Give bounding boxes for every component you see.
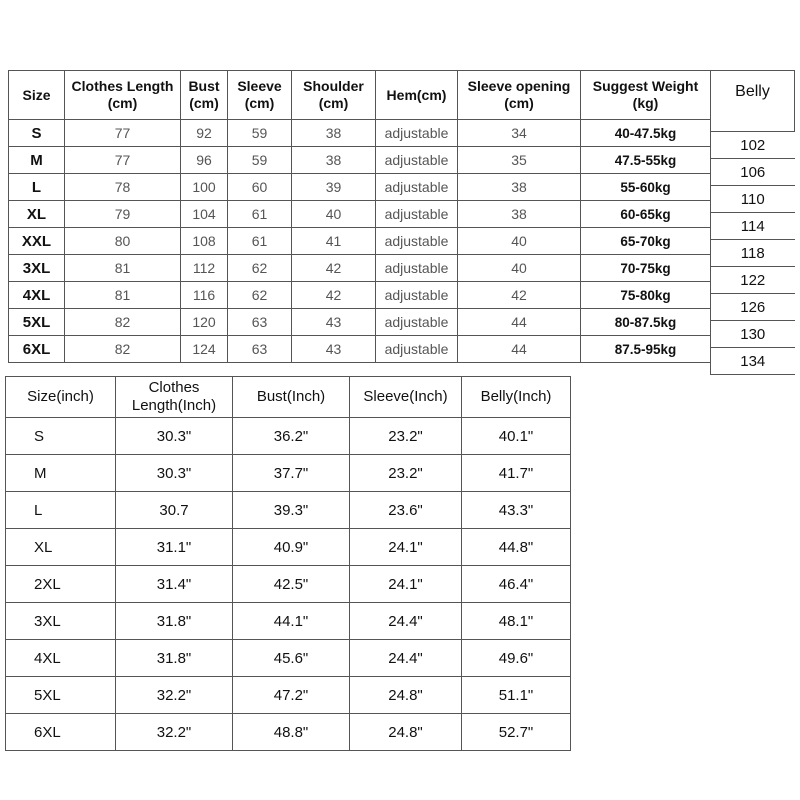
table-row [711, 132, 795, 159]
cm-table-body [9, 120, 711, 363]
cm-cell-sleeve-opening: 42 [458, 282, 581, 309]
table-row [6, 529, 571, 566]
belly-cell: 118 [711, 240, 795, 267]
cm-cell-sleeve-opening: 44 [458, 309, 581, 336]
cm-cell-size: 4XL [9, 282, 65, 309]
cm-cell-clothes-length: 77 [65, 147, 181, 174]
cm-cell-sleeve-opening: 44 [458, 336, 581, 363]
cm-cell-shoulder: 38 [292, 147, 376, 174]
cm-header-sleeve-opening: Sleeve opening (cm) [458, 71, 581, 120]
cm-cell-sleeve-opening: 38 [458, 174, 581, 201]
cm-cell-sleeve-opening: 38 [458, 201, 581, 228]
table-row [6, 492, 571, 529]
belly-cell: 122 [711, 267, 795, 294]
table-row [9, 255, 711, 282]
table-row [711, 240, 795, 267]
inch-cell-bust: 42.5" [233, 566, 350, 603]
inch-cell-size: 6XL [6, 714, 116, 751]
cm-cell-size: XL [9, 201, 65, 228]
cm-cell-hem: adjustable [376, 282, 458, 309]
inch-cell-sleeve: 24.8" [350, 714, 462, 751]
cm-cell-suggest-weight: 87.5-95kg [581, 336, 711, 363]
belly-cell: 102 [711, 132, 795, 159]
cm-cell-size: 3XL [9, 255, 65, 282]
inch-cell-size: XL [6, 529, 116, 566]
inch-cell-size: S [6, 418, 116, 455]
cm-cell-suggest-weight: 60-65kg [581, 201, 711, 228]
inch-header-clothes-length: Clothes Length(Inch) [116, 377, 233, 418]
cm-header-sleeve: Sleeve (cm) [228, 71, 292, 120]
inch-table-body [6, 418, 571, 751]
cm-cell-size: 5XL [9, 309, 65, 336]
cm-header-clothes-length: Clothes Length (cm) [65, 71, 181, 120]
table-row [6, 640, 571, 677]
cm-cell-sleeve-opening: 34 [458, 120, 581, 147]
inch-cell-size: 2XL [6, 566, 116, 603]
inch-cell-bust: 48.8" [233, 714, 350, 751]
cm-cell-bust: 92 [181, 120, 228, 147]
table-row [9, 228, 711, 255]
inch-cell-clothes-length: 31.8" [116, 603, 233, 640]
table-row [6, 418, 571, 455]
inch-header-size: Size(inch) [6, 377, 116, 418]
cm-cell-sleeve: 60 [228, 174, 292, 201]
inch-header-bust: Bust(Inch) [233, 377, 350, 418]
cm-cell-size: 6XL [9, 336, 65, 363]
cm-cell-shoulder: 41 [292, 228, 376, 255]
cm-cell-clothes-length: 80 [65, 228, 181, 255]
cm-cell-sleeve: 61 [228, 201, 292, 228]
cm-cell-sleeve-opening: 35 [458, 147, 581, 174]
inch-cell-bust: 39.3" [233, 492, 350, 529]
belly-cell: 106 [711, 159, 795, 186]
table-row [9, 282, 711, 309]
inch-cell-sleeve: 24.1" [350, 566, 462, 603]
inch-cell-sleeve: 24.4" [350, 640, 462, 677]
cm-cell-bust: 108 [181, 228, 228, 255]
inch-cell-size: L [6, 492, 116, 529]
inch-cell-bust: 40.9" [233, 529, 350, 566]
table-row [711, 213, 795, 240]
inch-cell-clothes-length: 30.3" [116, 418, 233, 455]
cm-cell-suggest-weight: 47.5-55kg [581, 147, 711, 174]
cm-cell-sleeve: 59 [228, 120, 292, 147]
cm-cell-size: M [9, 147, 65, 174]
table-row [9, 147, 711, 174]
inch-cell-bust: 37.7" [233, 455, 350, 492]
inch-cell-sleeve: 23.2" [350, 455, 462, 492]
inch-cell-belly: 46.4" [462, 566, 571, 603]
cm-cell-clothes-length: 77 [65, 120, 181, 147]
cm-cell-hem: adjustable [376, 147, 458, 174]
cm-cell-clothes-length: 81 [65, 282, 181, 309]
cm-cell-suggest-weight: 80-87.5kg [581, 309, 711, 336]
cm-cell-clothes-length: 82 [65, 336, 181, 363]
table-row [9, 201, 711, 228]
cm-cell-clothes-length: 82 [65, 309, 181, 336]
table-row [9, 174, 711, 201]
cm-cell-suggest-weight: 70-75kg [581, 255, 711, 282]
cm-cell-sleeve-opening: 40 [458, 255, 581, 282]
inch-cell-sleeve: 23.2" [350, 418, 462, 455]
table-row [9, 309, 711, 336]
cm-cell-shoulder: 39 [292, 174, 376, 201]
belly-cell: 134 [711, 348, 795, 375]
cm-cell-size: S [9, 120, 65, 147]
cm-cell-suggest-weight: 40-47.5kg [581, 120, 711, 147]
belly-header-row [711, 71, 795, 132]
belly-table-body [711, 132, 795, 375]
cm-header-size: Size [9, 71, 65, 120]
inch-cell-belly: 40.1" [462, 418, 571, 455]
cm-cell-sleeve: 59 [228, 147, 292, 174]
inch-cell-sleeve: 24.1" [350, 529, 462, 566]
cm-cell-clothes-length: 81 [65, 255, 181, 282]
inch-cell-bust: 44.1" [233, 603, 350, 640]
inch-header-belly: Belly(Inch) [462, 377, 571, 418]
cm-cell-hem: adjustable [376, 309, 458, 336]
inch-cell-size: 5XL [6, 677, 116, 714]
cm-cell-bust: 116 [181, 282, 228, 309]
cm-cell-sleeve: 62 [228, 255, 292, 282]
inch-cell-size: 3XL [6, 603, 116, 640]
cm-cell-suggest-weight: 75-80kg [581, 282, 711, 309]
table-row [711, 348, 795, 375]
belly-cell: 130 [711, 321, 795, 348]
inch-cell-belly: 43.3" [462, 492, 571, 529]
cm-header-suggest-weight: Suggest Weight (kg) [581, 71, 711, 120]
cm-cell-sleeve: 61 [228, 228, 292, 255]
size-chart-cm-table [8, 70, 711, 363]
cm-cell-suggest-weight: 55-60kg [581, 174, 711, 201]
inch-cell-size: 4XL [6, 640, 116, 677]
cm-header-shoulder: Shoulder (cm) [292, 71, 376, 120]
belly-cm-table [710, 70, 795, 375]
cm-cell-bust: 120 [181, 309, 228, 336]
cm-cell-hem: adjustable [376, 255, 458, 282]
table-row [711, 159, 795, 186]
cm-cell-shoulder: 42 [292, 282, 376, 309]
cm-cell-bust: 112 [181, 255, 228, 282]
cm-cell-bust: 124 [181, 336, 228, 363]
table-row [6, 566, 571, 603]
cm-header-hem: Hem(cm) [376, 71, 458, 120]
inch-header-sleeve: Sleeve(Inch) [350, 377, 462, 418]
cm-cell-clothes-length: 79 [65, 201, 181, 228]
cm-header-bust: Bust (cm) [181, 71, 228, 120]
cm-cell-shoulder: 42 [292, 255, 376, 282]
belly-cell: 110 [711, 186, 795, 213]
table-row [6, 677, 571, 714]
cm-cell-bust: 96 [181, 147, 228, 174]
cm-cell-hem: adjustable [376, 174, 458, 201]
cm-cell-size: L [9, 174, 65, 201]
belly-cell: 126 [711, 294, 795, 321]
inch-cell-sleeve: 23.6" [350, 492, 462, 529]
inch-cell-belly: 52.7" [462, 714, 571, 751]
inch-cell-bust: 36.2" [233, 418, 350, 455]
belly-cell: 114 [711, 213, 795, 240]
table-row [6, 714, 571, 751]
inch-cell-belly: 49.6" [462, 640, 571, 677]
cm-cell-hem: adjustable [376, 201, 458, 228]
cm-cell-shoulder: 43 [292, 309, 376, 336]
inch-cell-belly: 51.1" [462, 677, 571, 714]
cm-cell-hem: adjustable [376, 120, 458, 147]
inch-cell-clothes-length: 31.4" [116, 566, 233, 603]
inch-cell-clothes-length: 32.2" [116, 714, 233, 751]
cm-cell-shoulder: 43 [292, 336, 376, 363]
inch-cell-clothes-length: 32.2" [116, 677, 233, 714]
belly-header: Belly [711, 71, 795, 132]
cm-cell-hem: adjustable [376, 336, 458, 363]
cm-cell-size: XXL [9, 228, 65, 255]
cm-cell-bust: 104 [181, 201, 228, 228]
inch-cell-clothes-length: 31.1" [116, 529, 233, 566]
size-chart-inch-table [5, 376, 571, 751]
table-row [9, 336, 711, 363]
cm-cell-sleeve-opening: 40 [458, 228, 581, 255]
table-row [6, 603, 571, 640]
cm-cell-sleeve: 63 [228, 309, 292, 336]
inch-cell-clothes-length: 31.8" [116, 640, 233, 677]
cm-cell-suggest-weight: 65-70kg [581, 228, 711, 255]
inch-cell-bust: 45.6" [233, 640, 350, 677]
inch-cell-belly: 44.8" [462, 529, 571, 566]
cm-cell-shoulder: 38 [292, 120, 376, 147]
cm-header-row [9, 71, 711, 120]
table-row [9, 120, 711, 147]
inch-cell-belly: 48.1" [462, 603, 571, 640]
inch-cell-bust: 47.2" [233, 677, 350, 714]
cm-cell-bust: 100 [181, 174, 228, 201]
inch-header-row [6, 377, 571, 418]
table-row [711, 321, 795, 348]
table-row [711, 186, 795, 213]
inch-cell-clothes-length: 30.7 [116, 492, 233, 529]
cm-cell-hem: adjustable [376, 228, 458, 255]
inch-cell-size: M [6, 455, 116, 492]
table-row [711, 294, 795, 321]
inch-cell-clothes-length: 30.3" [116, 455, 233, 492]
table-row [711, 267, 795, 294]
table-row [6, 455, 571, 492]
inch-cell-belly: 41.7" [462, 455, 571, 492]
cm-cell-sleeve: 62 [228, 282, 292, 309]
inch-cell-sleeve: 24.4" [350, 603, 462, 640]
cm-cell-shoulder: 40 [292, 201, 376, 228]
inch-cell-sleeve: 24.8" [350, 677, 462, 714]
cm-cell-clothes-length: 78 [65, 174, 181, 201]
cm-cell-sleeve: 63 [228, 336, 292, 363]
